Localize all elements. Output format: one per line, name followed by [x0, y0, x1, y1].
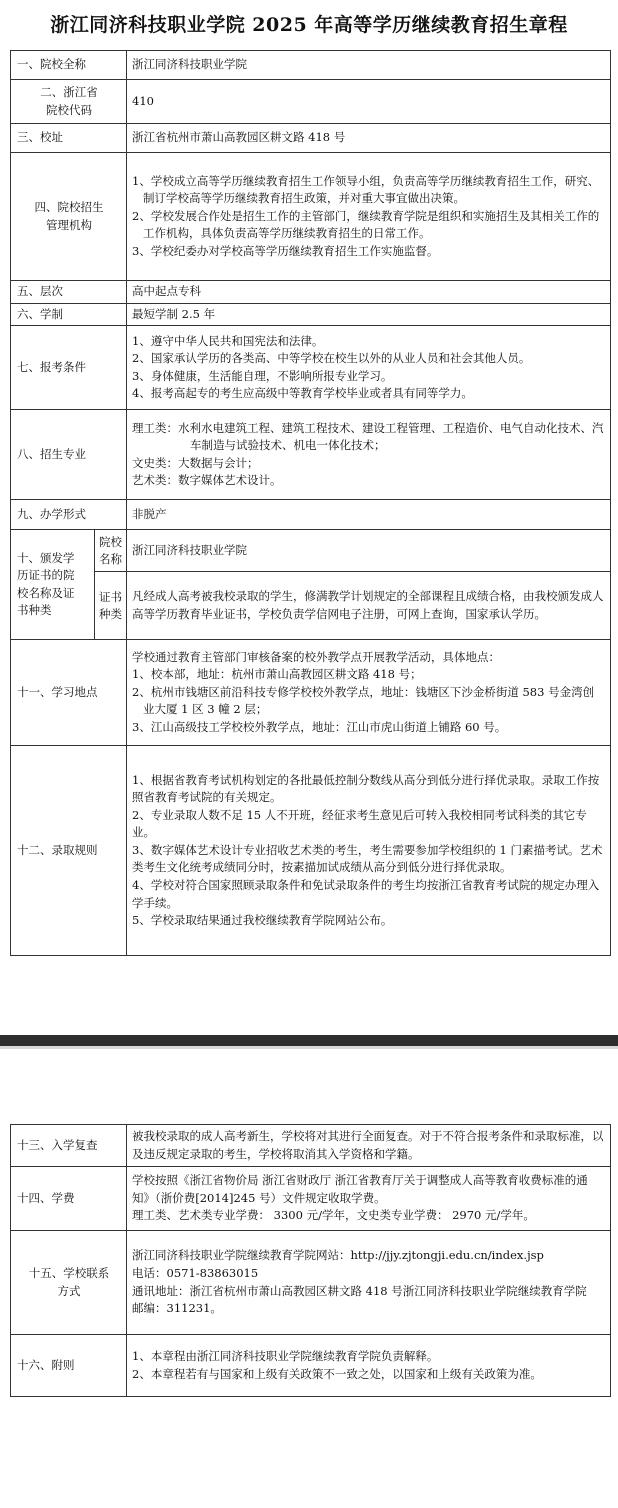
row-value: 浙江同济科技职业学院 — [127, 51, 611, 80]
list-item: 4、报考高起专的考生应高级中等教育学校毕业或者具有同等学力。 — [132, 386, 473, 401]
list-item: 1、遵守中华人民共和国宪法和法律。 — [132, 333, 324, 348]
row-value: 凡经成人高考被我校录取的学生，修满教学计划规定的全部课程且成绩合格，由我校颁发成人高等学历教育毕业证书，学校负责学信网电子注册，可网上查询，国家承认学历。 — [127, 572, 611, 640]
list-item: 2、本章程若有与国家和上级有关政策不一致之处，以国家和上级有关政策为准。 — [132, 1366, 542, 1381]
row-school-code — [11, 80, 611, 124]
row-value: 非脱产 — [127, 500, 611, 530]
list-item: 1、校本部，地址：杭州市萧山高教园区耕文路 418 号； — [132, 667, 422, 682]
row-management — [11, 153, 611, 281]
row-value — [127, 410, 611, 500]
page-title: 浙江同济科技职业学院 2025 年高等学历继续教育招生章程 — [50, 14, 568, 36]
list-item: 5、学校录取结果通过我校继续教育学院网站公布。 — [132, 913, 393, 928]
sub-label: 院校 名称 — [95, 530, 127, 572]
list-item: 1、根据省教育考试机构划定的各批最低控制分数线从高分到低分进行择优录取。录取工作按照省教育考试院的有关规定。 — [132, 772, 600, 805]
row-value: 410 — [127, 80, 611, 124]
list-item: 2、专业录取人数不足 15 人不开班，经征求考生意见后可转入我校相同考试科类的其它专业。 — [132, 807, 587, 840]
list-item: 1、本章程由浙江同济科技职业学院继续教育学院负责解释。 — [132, 1348, 439, 1363]
row-label: 五、层次 — [11, 281, 127, 304]
row-majors — [11, 410, 611, 500]
row-study-mode — [11, 500, 611, 530]
row-study-locations — [11, 640, 611, 746]
list-item: 4、学校对符合国家照顾录取条件和免试录取条件的考生均按浙江省教育考试院的规定办理入学手续。 — [132, 878, 600, 910]
row-label: 十、颁发学 历证书的院 校名称及证 书种类 — [11, 530, 95, 640]
row-value: 浙江同济科技职业学院 — [127, 530, 611, 572]
row-value: 高中起点专科 — [127, 281, 611, 304]
row-label: 十六、附则 — [11, 1335, 127, 1397]
website-text: 浙江同济科技职业学院继续教育学院网站：http://jjy.zjtongji.edu.cn/index.jsp — [132, 1248, 544, 1263]
row-label: 九、办学形式 — [11, 500, 127, 530]
list-item: 3、学校纪委办对学校高等学历继续教育招生工作实施监督。 — [132, 243, 439, 258]
phone-text: 电话：0571-83863015 — [132, 1265, 259, 1280]
row-value: 最短学制 2.5 年 — [127, 303, 611, 326]
row-school-name — [11, 51, 611, 80]
admission-table-part-1 — [10, 50, 611, 956]
list-item: 理工类：水利水电建筑工程、建筑工程技术、建设工程管理、工程造价、电气自动化技术、汽车制造与试验技术、机电一体化技术； — [132, 420, 604, 453]
row-label: 十四、学费 — [11, 1167, 127, 1231]
page-divider — [0, 1035, 618, 1046]
list-item: 3、身体健康，生活能自理，不影响所报专业学习。 — [132, 368, 393, 383]
row-label: 十五、学校联系 方式 — [11, 1231, 127, 1335]
list-item: 学校通过教育主管部门审核备案的校外教学点开展教学活动，具体地点： — [132, 649, 500, 664]
row-certificate-school — [11, 530, 611, 572]
row-value — [127, 640, 611, 746]
row-contact — [11, 1231, 611, 1335]
address-text: 通讯地址：浙江省杭州市萧山高教园区耕文路 418 号浙江同济科技职业学院继续教育学院 — [132, 1283, 587, 1298]
row-value — [127, 153, 611, 281]
row-duration — [11, 303, 611, 326]
row-label: 三、校址 — [11, 124, 127, 153]
list-item: 3、数字媒体艺术设计专业招收艺术类的考生，考生需要参加学校组织的 1 门素描考试。艺术类考生文化统考成绩同分时，按素描加试成绩从高分到低分进行择优录取。 — [132, 842, 603, 875]
list-item: 艺术类：数字媒体艺术设计。 — [132, 473, 282, 488]
list-item: 文史类：大数据与会计； — [132, 455, 259, 470]
row-value — [127, 326, 611, 410]
row-label: 八、招生专业 — [11, 410, 127, 500]
row-enrollment-review — [11, 1125, 611, 1167]
row-label: 七、报考条件 — [11, 326, 127, 410]
list-item: 2、学校发展合作处是招生工作的主管部门，继续教育学院是组织和实施招生及其相关工作的工作机构，具体负责高等学历继续教育招生的日常工作。 — [132, 208, 600, 241]
list-item: 3、江山高级技工学校校外教学点，地址：江山市虎山街道上铺路 60 号。 — [132, 720, 507, 735]
row-label: 二、浙江省 院校代码 — [11, 80, 127, 124]
list-item: 2、杭州市钱塘区前沿科技专修学校校外教学点，地址：钱塘区下沙金桥街道 583 号金湾创业大厦 1 区 3 幢 2 层； — [132, 684, 595, 717]
row-label: 十二、录取规则 — [11, 746, 127, 956]
row-level — [11, 281, 611, 304]
row-value — [127, 746, 611, 956]
list-item: 1、学校成立高等学历继续教育招生工作领导小组，负责高等学历继续教育招生工作，研究、制订学校高等学历继续教育招生政策，并对重大事宜做出决策。 — [132, 173, 600, 206]
row-value: 浙江省杭州市萧山高教园区耕文路 418 号 — [127, 124, 611, 153]
row-certificate-type — [11, 572, 611, 640]
row-label: 四、院校招生 管理机构 — [11, 153, 127, 281]
row-admission-rules — [11, 746, 611, 956]
row-value — [127, 1335, 611, 1397]
row-label: 六、学制 — [11, 303, 127, 326]
row-value: 学校按照《浙江省物价局 浙江省财政厅 浙江省教育厅关于调整成人高等教育收费标准的通知》（浙价费[2014]245 号）文件规定收取学费。 理工类、艺术类专业学费： 3300 元/学年，文史类专业学费： 2970 元/学年。 — [127, 1167, 611, 1231]
row-value: 被我校录取的成人高考新生，学校将对其进行全面复查。对于不符合报考条件和录取标准，以及违反规定录取的考生，学校将取消其入学资格和学籍。 — [127, 1125, 611, 1167]
postcode-text: 邮编：311231。 — [132, 1301, 222, 1316]
row-label: 十三、入学复查 — [11, 1125, 127, 1167]
row-eligibility — [11, 326, 611, 410]
row-tuition — [11, 1167, 611, 1231]
row-label: 十一、学习地点 — [11, 640, 127, 746]
row-label: 一、院校全称 — [11, 51, 127, 80]
row-value — [127, 1231, 611, 1335]
list-item: 2、国家承认学历的各类高、中等学校在校生以外的从业人员和社会其他人员。 — [132, 351, 531, 366]
sub-label: 证书 种类 — [95, 572, 127, 640]
row-address — [11, 124, 611, 153]
row-supplementary — [11, 1335, 611, 1397]
admission-table-part-2 — [10, 1124, 611, 1397]
page-divider-shadow — [0, 1046, 618, 1049]
